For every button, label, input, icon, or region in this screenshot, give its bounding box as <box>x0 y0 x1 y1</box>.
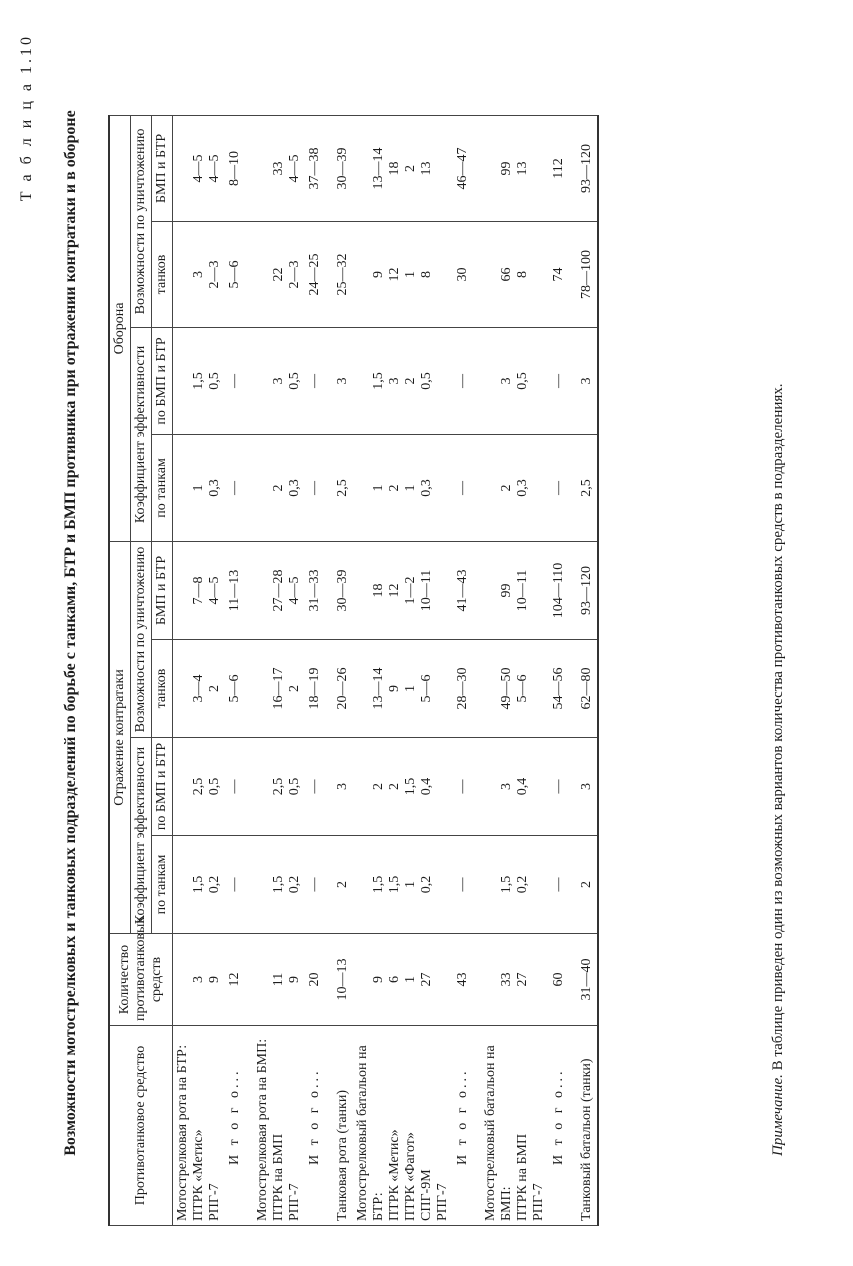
cell-text: 2,5 <box>579 479 594 497</box>
cell-qty <box>549 934 577 1026</box>
cell-text: 74 <box>551 267 566 282</box>
cell-c-t <box>173 836 226 934</box>
cell-text: 1 2 1 0,3 <box>371 479 434 497</box>
cell-d-b <box>305 327 333 434</box>
cell-text: 66 8 <box>499 267 530 282</box>
cell-d-t <box>353 434 453 541</box>
header-cap-defense: Возможности по уничтожению <box>131 115 152 327</box>
header-by-tanks: по танкам <box>152 836 173 934</box>
cell-text: 54—56 <box>551 667 566 710</box>
cell-text: 5—6 <box>227 674 242 703</box>
cell-text: — <box>455 373 470 388</box>
total-row <box>549 115 577 1225</box>
cell-d-tk <box>253 221 305 327</box>
cell-text: 1,5 0,2 <box>191 875 222 894</box>
cell-c-bm <box>577 541 598 639</box>
cell-c-b <box>577 738 598 836</box>
cell-text: 9 12 1 8 <box>371 267 434 282</box>
cell-c-tk <box>549 640 577 738</box>
cell-c-t <box>333 836 353 934</box>
cell-text: 1,5 1,5 1 0,2 <box>371 875 434 894</box>
cell-c-b <box>353 738 453 836</box>
note-label: Примечание. <box>770 1074 786 1156</box>
table-body <box>173 115 599 1225</box>
cell-c-b <box>253 738 305 836</box>
cell-text: 33 27 <box>499 972 530 987</box>
cell-d-t <box>577 434 598 541</box>
table-row <box>577 115 598 1225</box>
cell-c-b <box>481 738 549 836</box>
cell-text: 1,5 0,2 <box>271 875 302 894</box>
cell-d-tk <box>333 221 353 327</box>
cell-text: 9 6 1 27 <box>371 972 434 987</box>
cell-c-t <box>549 836 577 934</box>
cell-d-bm <box>481 115 549 221</box>
cell-c-b <box>453 738 481 836</box>
cell-text: 78—100 <box>579 249 594 299</box>
cell-c-bm <box>353 541 453 639</box>
cell-c-b <box>333 738 353 836</box>
cell-text: 33 4—5 <box>271 154 302 183</box>
cell-d-b <box>253 327 305 434</box>
cell-c-bm <box>253 541 305 639</box>
cell-c-t <box>305 836 333 934</box>
cell-d-tk <box>225 221 253 327</box>
cell-c-t <box>481 836 549 934</box>
cell-text: 43 <box>455 972 470 987</box>
cell-text: 49—50 5—6 <box>499 667 530 710</box>
cell-c-t <box>453 836 481 934</box>
cell-name <box>173 1026 226 1226</box>
cell-d-t <box>481 434 549 541</box>
cell-text: 30—39 <box>335 569 350 612</box>
cell-d-b <box>577 327 598 434</box>
cell-d-b <box>353 327 453 434</box>
cell-text: 1,5 3 2 0,5 <box>371 372 434 390</box>
cell-d-bm <box>173 115 226 221</box>
cell-c-bm <box>173 541 226 639</box>
cell-text: 22 2—3 <box>271 260 302 289</box>
cell-c-tk <box>305 640 333 738</box>
header-tanks: танков <box>152 221 173 327</box>
cell-c-bm <box>305 541 333 639</box>
cell-text: 31—40 <box>579 958 594 1001</box>
cell-text: И т о г о... <box>307 1068 322 1165</box>
cell-c-bm <box>333 541 353 639</box>
cell-d-t <box>549 434 577 541</box>
cell-text: 2 0,3 <box>499 479 530 497</box>
cell-text: 3 <box>579 783 594 790</box>
note-text: В таблице приведен один из возможных вариантов количества противотанковых средств в подразделениях. <box>770 383 786 1075</box>
cell-text: — <box>307 779 322 794</box>
cell-d-t <box>333 434 353 541</box>
cell-text: 2 0,3 <box>271 479 302 497</box>
table-row <box>481 115 549 1225</box>
cell-text: 1 0,3 <box>191 479 222 497</box>
cell-text: 1,5 0,5 <box>191 372 222 390</box>
cell-text: 93—120 <box>579 143 594 193</box>
cell-text: 3 <box>335 377 350 385</box>
cell-name <box>549 1026 577 1226</box>
cell-d-bm <box>305 115 333 221</box>
cell-text: 46—47 <box>455 147 470 190</box>
cell-d-tk <box>353 221 453 327</box>
cell-d-b <box>453 327 481 434</box>
cell-d-b <box>549 327 577 434</box>
cell-d-bm <box>453 115 481 221</box>
table-row <box>253 115 305 1225</box>
cell-qty <box>173 934 226 1026</box>
cell-d-bm <box>253 115 305 221</box>
cell-c-tk <box>353 640 453 738</box>
cell-text: — <box>551 373 566 388</box>
cell-d-tk <box>577 221 598 327</box>
cell-text: 4—5 4—5 <box>191 154 222 183</box>
cell-d-t <box>253 434 305 541</box>
cell-qty <box>577 934 598 1026</box>
cell-text: 24—25 <box>307 253 322 296</box>
cell-qty <box>481 934 549 1026</box>
header-counterattack: Отражение контратаки <box>109 541 131 933</box>
cell-text: 3 0,4 <box>499 777 530 796</box>
cell-c-bm <box>453 541 481 639</box>
cell-text: 2 <box>335 881 350 888</box>
cell-text: — <box>551 480 566 495</box>
cell-c-b <box>173 738 226 836</box>
cell-text: 2,5 0,5 <box>271 777 302 796</box>
cell-d-bm <box>577 115 598 221</box>
cell-text: 30 <box>455 267 470 282</box>
cell-d-tk <box>305 221 333 327</box>
cell-name <box>453 1026 481 1226</box>
cell-c-bm <box>481 541 549 639</box>
total-row <box>225 115 253 1225</box>
cell-text: — <box>551 877 566 892</box>
footnote <box>770 383 787 1156</box>
cell-d-bm <box>549 115 577 221</box>
cell-text: 27—28 4—5 <box>271 569 302 612</box>
cell-d-b <box>333 327 353 434</box>
cell-text: — <box>455 877 470 892</box>
cell-text: 3 9 <box>191 976 222 983</box>
cell-d-b <box>481 327 549 434</box>
cell-text: 20 <box>307 972 322 987</box>
cell-text: 3 0,5 <box>271 372 302 390</box>
cell-c-tk <box>173 640 226 738</box>
cell-name <box>253 1026 305 1226</box>
cell-text: 60 <box>551 972 566 987</box>
header-bmp: БМП и БТР <box>152 541 173 639</box>
cell-d-tk <box>453 221 481 327</box>
cell-text: Мотострелковый батальон на БМП: ПТРК на БМП РПГ-7 <box>483 1045 546 1221</box>
header-cap-counter: Возможности по уничтожению <box>131 541 152 737</box>
total-row <box>305 115 333 1225</box>
cell-text: 25—32 <box>335 253 350 296</box>
cell-text: 112 <box>551 158 566 179</box>
cell-text: 12 <box>227 972 242 987</box>
cell-text: — <box>455 480 470 495</box>
cell-text: 2,5 0,5 <box>191 777 222 796</box>
cell-text: И т о г о... <box>551 1068 566 1165</box>
cell-d-tk <box>173 221 226 327</box>
cell-text: 31—33 <box>307 569 322 612</box>
cell-text: 104—110 <box>551 562 566 619</box>
cell-text: 30—39 <box>335 147 350 190</box>
cell-text: 20—26 <box>335 667 350 710</box>
cell-text: — <box>455 779 470 794</box>
cell-text: 18—19 <box>307 667 322 710</box>
cell-text: 2,5 <box>335 479 350 497</box>
cell-text: Мотострелковая рота на БМП: ПТРК на БМП РПГ-7 <box>255 1038 302 1221</box>
cell-c-tk <box>453 640 481 738</box>
table-row <box>333 115 353 1225</box>
cell-text: 62—80 <box>579 667 594 710</box>
cell-text: И т о г о... <box>227 1068 242 1165</box>
cell-c-tk <box>333 640 353 738</box>
cell-text: 11 9 <box>271 972 302 987</box>
cell-text: Мотострелковый батальон на БТР: ПТРК «Метис» ПТРК «Фагот» СПГ-9М РПГ-7 <box>355 1045 450 1221</box>
cell-d-t <box>225 434 253 541</box>
cell-qty <box>253 934 305 1026</box>
cell-qty <box>333 934 353 1026</box>
cell-text: Танковый батальон (танки) <box>579 1058 594 1221</box>
header-qty: Количество противотанковых средств <box>109 934 173 1026</box>
table-row <box>173 115 226 1225</box>
cell-d-b <box>225 327 253 434</box>
cell-text: 13—14 18 2 13 <box>371 147 434 190</box>
cell-text: — <box>227 779 242 794</box>
cell-text: 41—43 <box>455 569 470 612</box>
cell-text: И т о г о... <box>455 1068 470 1165</box>
cell-text: — <box>307 480 322 495</box>
cell-c-b <box>549 738 577 836</box>
cell-name <box>353 1026 453 1226</box>
cell-d-bm <box>333 115 353 221</box>
cell-text: 3 0,5 <box>499 372 530 390</box>
cell-qty <box>453 934 481 1026</box>
header-by-bmp: по БМП и БТР <box>152 738 173 836</box>
cell-d-t <box>173 434 226 541</box>
cell-c-tk <box>577 640 598 738</box>
cell-text: — <box>307 373 322 388</box>
cell-text: 3—4 2 <box>191 674 222 703</box>
cell-d-bm <box>225 115 253 221</box>
header-tanks: танков <box>152 640 173 738</box>
cell-text: 11—13 <box>227 569 242 612</box>
total-row <box>453 115 481 1225</box>
cell-text: 10—13 <box>335 958 350 1001</box>
cell-text: 99 10—11 <box>499 569 530 612</box>
cell-text: Танковая рота (танки) <box>335 1089 350 1221</box>
cell-c-t <box>225 836 253 934</box>
cell-c-t <box>353 836 453 934</box>
cell-text: — <box>227 480 242 495</box>
cell-d-bm <box>353 115 453 221</box>
cell-c-bm <box>549 541 577 639</box>
cell-name <box>333 1026 353 1226</box>
cell-c-b <box>305 738 333 836</box>
cell-text: 28—30 <box>455 667 470 710</box>
cell-text: 2 2 1,5 0,4 <box>371 777 434 796</box>
cell-name <box>577 1026 598 1226</box>
cell-text: 1,5 0,2 <box>499 875 530 894</box>
cell-d-tk <box>481 221 549 327</box>
cell-c-tk <box>225 640 253 738</box>
header-name: Противотанковое средство <box>109 1026 173 1226</box>
cell-text: 5—6 <box>227 260 242 289</box>
cell-text: — <box>227 877 242 892</box>
cell-text: 3 <box>335 783 350 790</box>
cell-name <box>225 1026 253 1226</box>
cell-c-tk <box>253 640 305 738</box>
cell-c-b <box>225 738 253 836</box>
cell-text: 18 12 1—2 10—11 <box>371 569 434 612</box>
table-label: Т а б л и ц а 1.10 <box>18 34 35 202</box>
cell-c-t <box>253 836 305 934</box>
table-row <box>353 115 453 1225</box>
cell-name <box>481 1026 549 1226</box>
cell-text: — <box>551 779 566 794</box>
cell-qty <box>353 934 453 1026</box>
header-by-bmp: по БМП и БТР <box>152 327 173 434</box>
cell-text: 7—8 4—5 <box>191 576 222 605</box>
cell-text: — <box>307 877 322 892</box>
header-by-tanks: по танкам <box>152 434 173 541</box>
cell-text: Мотострелковая рота на БТР: ПТРК «Метис» РПГ-7 <box>175 1044 222 1221</box>
cell-c-tk <box>481 640 549 738</box>
cell-name <box>305 1026 333 1226</box>
cell-text: 99 13 <box>499 161 530 176</box>
header-defense: Оборона <box>109 115 131 541</box>
cell-text: 37—38 <box>307 147 322 190</box>
header-coef-counter: Коэффициент эффективности <box>131 738 152 934</box>
cell-qty <box>305 934 333 1026</box>
cell-text: 3 <box>579 377 594 385</box>
cell-text: 93—120 <box>579 565 594 615</box>
cell-text: 16—17 2 <box>271 667 302 710</box>
cell-text: 2 <box>579 881 594 888</box>
table-title: Возможности мотострелковых и танковых подразделений по борьбе с танками, БТР и БМП противника при отражении контратаки и в обороне <box>62 110 79 1156</box>
cell-text: — <box>227 373 242 388</box>
header-bmp: БМП и БТР <box>152 115 173 221</box>
capabilities-table <box>108 115 599 1226</box>
cell-d-t <box>305 434 333 541</box>
cell-d-b <box>173 327 226 434</box>
cell-d-t <box>453 434 481 541</box>
cell-qty <box>225 934 253 1026</box>
cell-c-t <box>577 836 598 934</box>
cell-text: 3 2—3 <box>191 260 222 289</box>
cell-c-bm <box>225 541 253 639</box>
header-coef-defense: Коэффициент эффективности <box>131 327 152 541</box>
cell-d-tk <box>549 221 577 327</box>
cell-text: 8—10 <box>227 150 242 186</box>
cell-text: 13—14 9 1 5—6 <box>371 667 434 710</box>
